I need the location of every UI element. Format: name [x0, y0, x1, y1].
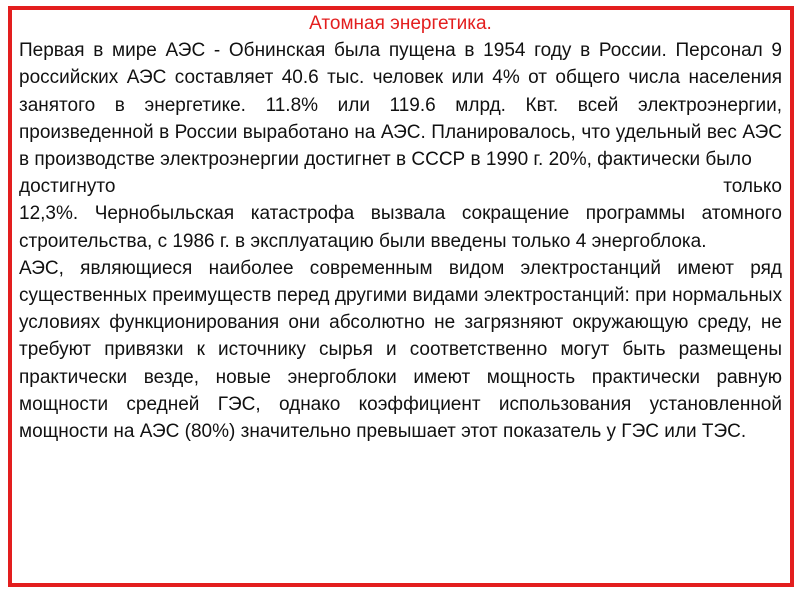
paragraph-history-part-2: достигнуто только — [19, 176, 782, 198]
slide-title: Атомная энергетика. — [309, 13, 492, 34]
paragraph-history-part-3: 12,3%. Чернобыльская катастрофа вызвала сокращение программы атомного строительства, с 1986 г. в эксплуатацию были введены только 4 энергоблока. — [19, 203, 782, 252]
paragraph-history-part-1: Первая в мире АЭС - Обнинская была пущена в 1954 году в России. Персонал 9 российских АЭС составляет 40.6 тыс. человек или 4% от общего числа населения занятого в энергетике. 11.8% или 119.6 млрд. Квт. всей электроэнергии, произведенной в России выработано на АЭС. Планировалось, что удельный вес АЭС в производстве электроэнергии достигнет в СССР в 1990 г. 20%, фактически было — [19, 40, 782, 171]
paragraph-history — [19, 37, 782, 255]
slide-content — [19, 10, 782, 445]
paragraph-advantages: АЭС, являющиеся наиболее современным видом электростанций имеют ряд существенных преимуществ перед другими видами электростанций: при нормальных условиях функционирования они абсолютно не загрязняют окружающую среду, не требуют привязки к источнику сырья и соответственно могут быть размещены практически везде, новые энергоблоки имеют мощность практически равную мощности средней ГЭС, однако коэффициент использования установленной мощности на АЭС (80%) значительно превышает этот показатель у ГЭС или ТЭС. — [19, 257, 782, 443]
